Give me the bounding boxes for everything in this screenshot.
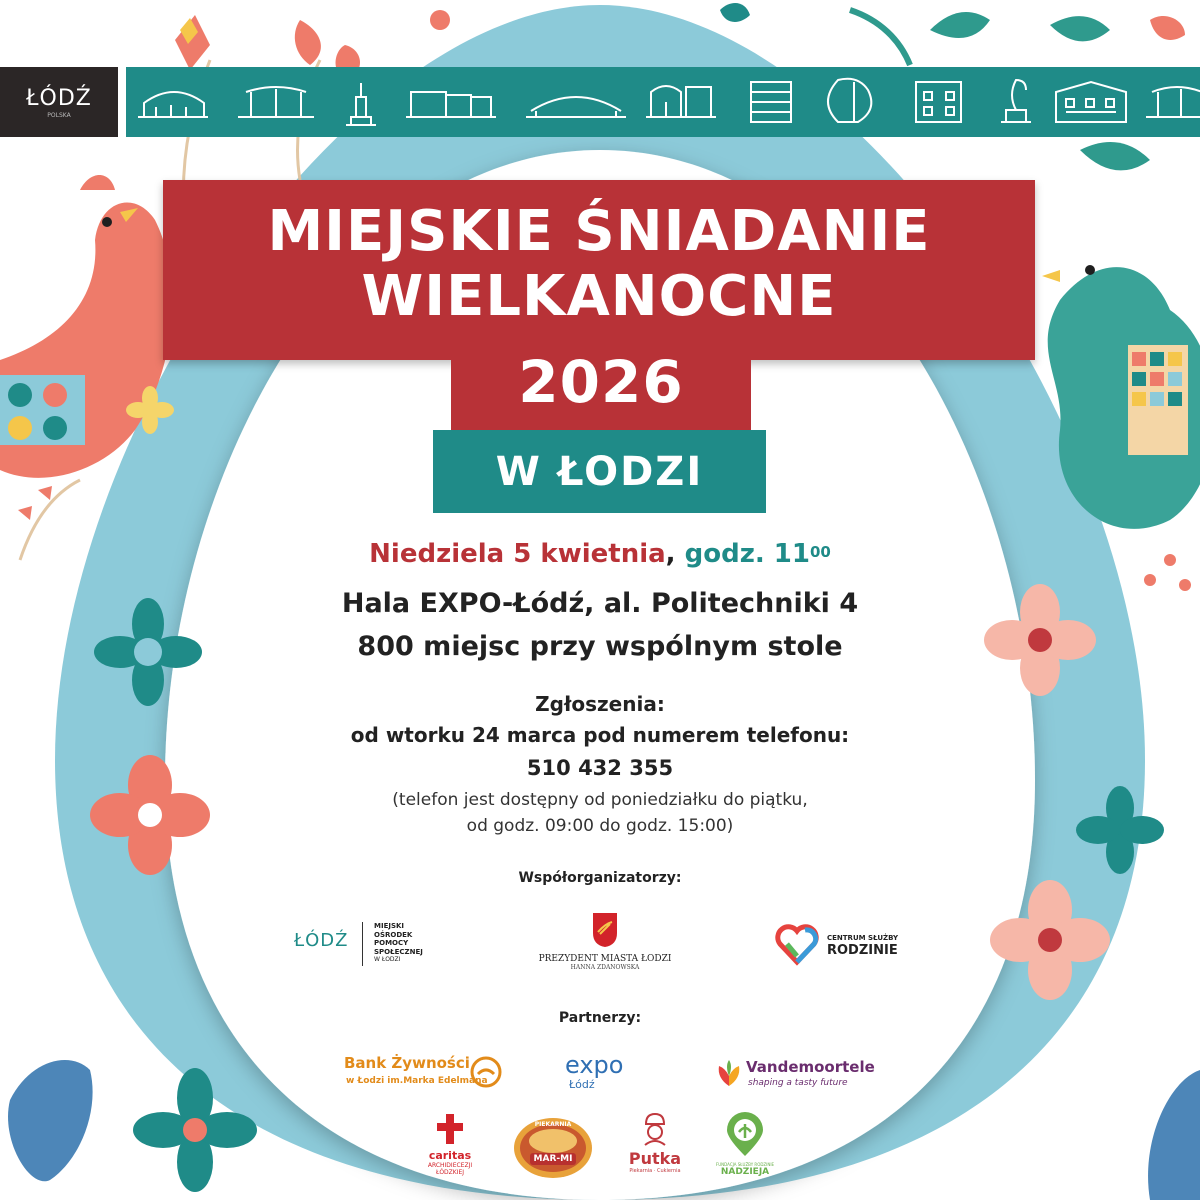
nadzieja-pin-icon (725, 1112, 765, 1158)
registration-note-2: od godz. 09:00 do godz. 15:00) (466, 816, 734, 836)
event-time-minutes: 00 (809, 543, 831, 561)
building-icon (916, 82, 961, 122)
mops-line-2: OŚRODEK (374, 930, 413, 939)
piekarnia-logo (512, 1115, 594, 1181)
event-place: Hala EXPO-Łódź, al. Politechniki 4 (341, 588, 859, 619)
bank-zywnosci-logo (340, 1050, 505, 1098)
mops-line-5: W ŁODZI (374, 956, 401, 963)
heart-icon (775, 922, 819, 966)
building-icon (751, 82, 791, 122)
building-icon (1146, 87, 1200, 117)
mops-divider (362, 922, 363, 966)
vandemoortele-line-1: Vandemoortele (746, 1058, 875, 1076)
event-time-prefix: godz. 11 (684, 539, 810, 569)
expo-lodz-logo (565, 1052, 645, 1092)
city-badge: W ŁODZI (433, 430, 766, 513)
registration-phone: 510 432 355 (526, 756, 674, 780)
csr-logo (775, 920, 935, 970)
building-icon (138, 92, 208, 117)
nadzieja-logo (710, 1112, 780, 1184)
caritas-cross-icon (435, 1112, 465, 1146)
president-line-2: HANNA ZDANOWSKA (570, 964, 640, 971)
registration-heading: Zgłoszenia: (535, 692, 665, 716)
caritas-logo (415, 1112, 485, 1184)
building-icon (526, 97, 626, 117)
expo-line-2: Łódź (569, 1078, 595, 1091)
nadzieja-line-1: FUNDACJA SŁUŻBY RODZINIE (715, 1162, 775, 1167)
city-logo-sub: POLSKA (47, 111, 71, 119)
city-logo-text: ŁÓDŹ (26, 85, 92, 111)
vandemoortele-line-2: shaping a tasty future (748, 1078, 848, 1088)
building-icon (346, 83, 376, 125)
event-date-time (250, 537, 950, 571)
mops-line-3: POMOCY (374, 939, 409, 947)
event-day: Niedziela 5 kwietnia (369, 539, 666, 569)
event-time (685, 539, 831, 569)
putka-line-1: Putka (628, 1149, 682, 1168)
title-line-2: WIELKANOCNE (361, 264, 837, 329)
piekarnia-line-2: MAR-MI (533, 1154, 573, 1164)
president-logo (520, 912, 690, 987)
baker-icon (640, 1112, 670, 1146)
title-line-1: MIEJSKIE ŚNIADANIE (267, 199, 931, 264)
mops-line-4: SPOŁECZNEJ (374, 947, 423, 956)
city-coat-of-arms-icon (592, 912, 618, 948)
vandemoortele-leaf-icon (716, 1058, 742, 1088)
building-icon (238, 87, 314, 117)
building-icon (1001, 80, 1031, 122)
event-sep: , (665, 539, 676, 569)
bank-emblem-icon (470, 1056, 502, 1088)
coorganizers-heading: Współorganizatorzy: (518, 870, 682, 886)
city-logo (0, 67, 118, 137)
caritas-line-2: ARCHIDIECEZJI (427, 1162, 473, 1169)
title-year: 2026 (518, 348, 684, 416)
nadzieja-line-2: NADZIEJA (720, 1167, 770, 1177)
mops-line-1: MIEJSKI (374, 922, 405, 930)
event-seats: 800 miejsc przy wspólnym stole (357, 631, 843, 662)
bank-line-1: Bank Żywności (344, 1054, 470, 1072)
caritas-line-3: ŁÓDZKIEJ (435, 1169, 465, 1176)
putka-logo (625, 1112, 685, 1182)
piekarnia-line-1: PIEKARNIA (534, 1121, 572, 1128)
putka-line-2: Piekarnia · Cukiernia (629, 1168, 681, 1174)
building-icon (1056, 82, 1126, 122)
building-icon (828, 79, 871, 122)
caritas-line-1: caritas (428, 1149, 472, 1162)
csr-line-1: CENTRUM SŁUŻBY (827, 934, 899, 942)
building-icon (406, 92, 496, 117)
vandemoortele-logo (716, 1056, 876, 1092)
landmarks-strip (126, 67, 1200, 137)
building-icon (646, 86, 716, 117)
csr-line-2: RODZINIE (827, 943, 898, 958)
bank-line-2: w Łodzi im.Marka Edelmana (346, 1076, 488, 1086)
registration-note-1: (telefon jest dostępny od poniedziałku do piątku, (392, 790, 808, 810)
landmarks-icons (126, 67, 1200, 137)
partners-heading: Partnerzy: (558, 1010, 642, 1026)
registration-line: od wtorku 24 marca pod numerem telefonu: (350, 723, 850, 747)
president-line-1: PREZYDENT MIASTA ŁODZI (538, 954, 672, 964)
expo-line-1: expo (565, 1051, 624, 1079)
mops-logo (290, 918, 440, 974)
mops-logo-text: ŁÓDŹ (294, 930, 349, 951)
